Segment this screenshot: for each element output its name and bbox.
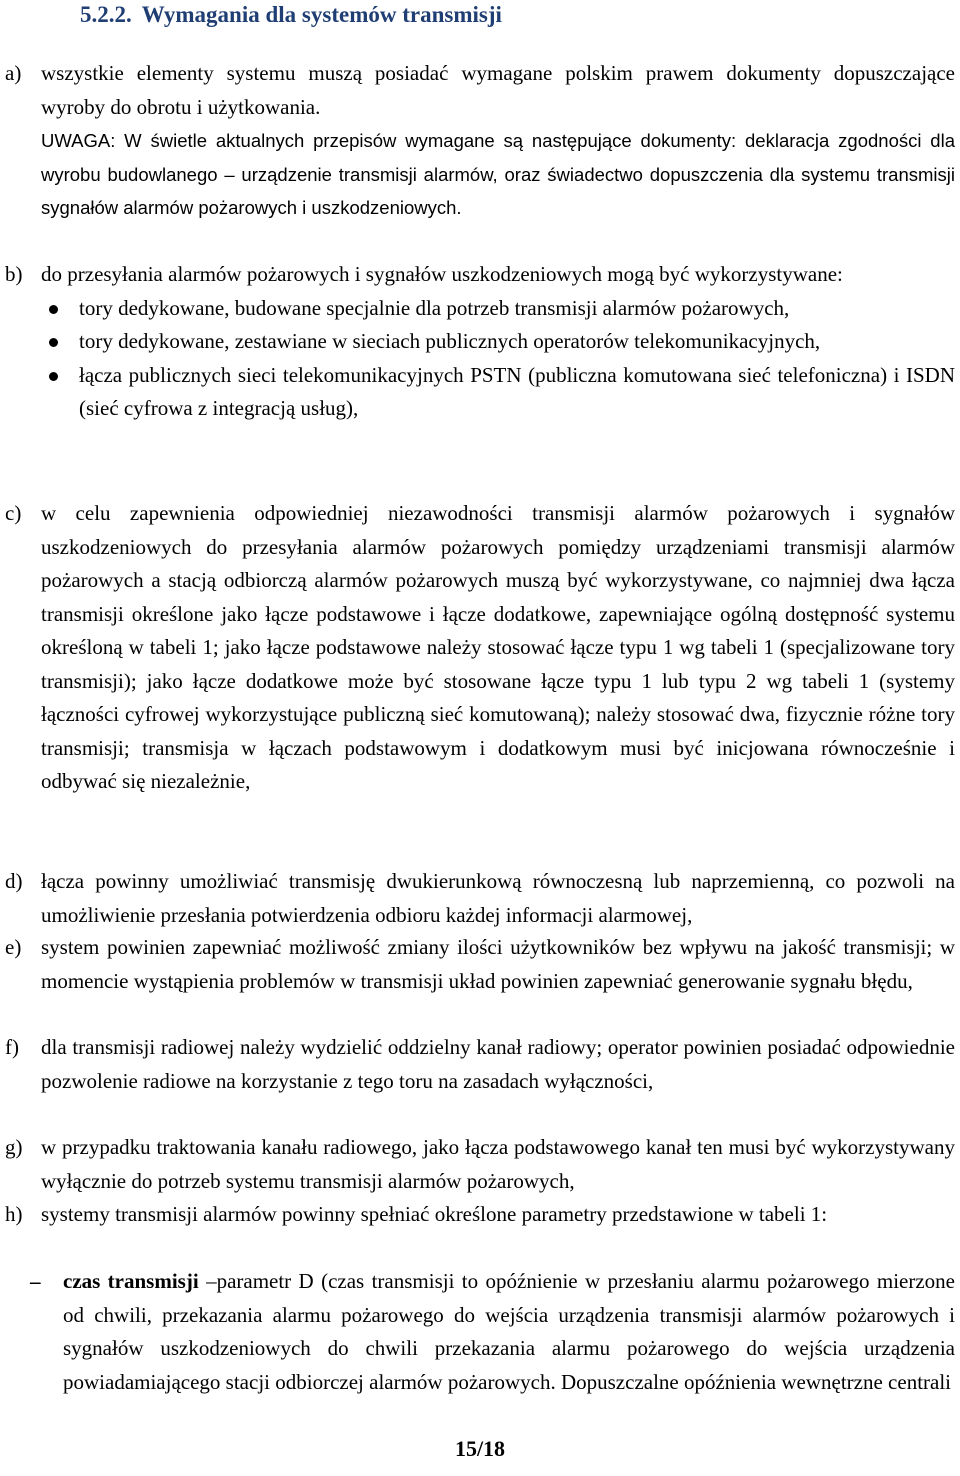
list-item-f xyxy=(5,1031,955,1098)
list-item-g xyxy=(5,1131,955,1198)
item-text: wszystkie elementy systemu muszą posiadać wymagane polskim prawem dokumenty dopuszczające wyroby do obrotu i użytkowania. xyxy=(41,61,955,119)
item-letter: d) xyxy=(5,869,23,893)
item-text: dla transmisji radiowej należy wydzielić oddzielny kanał radiowy; operator powinien posiadać odpowiednie pozwolenie radiowe na korzystanie z tego toru na zasadach wyłączności, xyxy=(41,1035,955,1093)
item-letter: e) xyxy=(5,935,22,959)
item-text: w celu zapewnienia odpowiedniej niezawodności transmisji alarmów pożarowych i sygnałów uszkodzeniowych do przesyłania alarmów pożarowych pomiędzy urządzeniami transmisji alarmów pożarowych a stacją odbiorczą alarmów pożarowych muszą być wykorzystywane, co najmniej dwa łącza transmisji określone jako łącze podstawowe i łącze dodatkowe, zapewniające ogólną dostępność systemu określoną w tabeli 1; jako łącze podstawowe należy stosować łącze typu 1 wg tabeli 1 (specjalizowane tory transmisji); jako łącze dodatkowe może być stosowane łącze typu 1 lub typu 2 wg tabeli 1 (systemy łączności cyfrowej wykorzystujące publiczną sieć komutowaną); należy stosować dwa, fizycznie różne tory transmisji; transmisja w łączach podstawowym i dodatkowym musi być inicjowana równocześnie i odbywać się niezależnie, xyxy=(41,501,955,793)
item-letter: g) xyxy=(5,1135,23,1159)
item-letter: f) xyxy=(5,1035,19,1059)
bullet-dot-icon xyxy=(49,372,58,381)
dash-marker: – xyxy=(30,1269,41,1293)
list-item-c xyxy=(5,497,955,799)
note-text: UWAGA: W świetle aktualnych przepisów wymagane są następujące dokumenty: deklaracja zgodności dla wyrobu budowlanego – urządzenie transmisji alarmów, oraz świadectwo dopuszczenia dla systemu transmisji sygnałów alarmów pożarowych i uszkodzeniowych. xyxy=(41,130,955,218)
bullet-item: tory dedykowane, budowane specjalnie dla potrzeb transmisji alarmów pożarowych, xyxy=(41,292,955,326)
item-text: system powinien zapewniać możliwość zmiany ilości użytkowników bez wpływu na jakość transmisji; w momencie wystąpienia problemów w transmisji układ powinien zapewniać generowanie sygnału błędu, xyxy=(41,935,955,993)
section-number: 5.2.2. xyxy=(80,2,132,27)
sub-item-transmission-time xyxy=(30,1265,955,1399)
page-number: 15/18 xyxy=(454,1436,506,1461)
list-item-d xyxy=(5,865,955,932)
bullet-dot-icon xyxy=(49,305,58,314)
section-heading xyxy=(80,0,502,30)
item-letter: b) xyxy=(5,262,23,286)
list-item-h xyxy=(5,1198,955,1232)
item-letter: a) xyxy=(5,61,22,85)
list-item-a xyxy=(5,57,955,225)
bullet-item: tory dedykowane, zestawiane w sieciach publicznych operatorów telekomunikacyjnych, xyxy=(41,325,955,359)
item-letter: c) xyxy=(5,501,22,525)
item-text: w przypadku traktowania kanału radiowego, jako łącza podstawowego kanał ten musi być wykorzystywany wyłącznie do potrzeb systemu transmisji alarmów pożarowych, xyxy=(41,1135,955,1193)
bullet-list xyxy=(41,292,955,426)
section-title: Wymagania dla systemów transmisji xyxy=(141,2,502,27)
item-text: łącza powinny umożliwiać transmisję dwukierunkową równoczesną lub naprzemienną, co pozwoli na umożliwienie przesłania potwierdzenia odbioru każdej informacji alarmowej, xyxy=(41,869,955,927)
list-item-b xyxy=(5,258,955,426)
item-text: do przesyłania alarmów pożarowych i sygnałów uszkodzeniowych mogą być wykorzystywane: xyxy=(41,262,843,286)
bullet-dot-icon xyxy=(49,338,58,347)
bullet-item: łącza publicznych sieci telekomunikacyjnych PSTN (publiczna komutowana sieć telefoniczna) i ISDN (sieć cyfrowa z integracją usług), xyxy=(41,359,955,426)
item-text: systemy transmisji alarmów powinny spełniać określone parametry przedstawione w tabeli 1: xyxy=(41,1202,828,1226)
list-item-e xyxy=(5,931,955,998)
sub-item-text: –parametr D (czas transmisji to opóźnienie w przesłaniu alarmu pożarowego mierzone od chwili, przekazania alarmu pożarowego do wejścia urządzenia transmisji alarmów pożarowych i sygnałów uszkodzeniowych do chwili przekazania alarmu pożarowego do wejścia urządzenia powiadamiającego stacji odbiorczej alarmów pożarowych. Dopuszczalne opóźnienia wewnętrzne centrali xyxy=(63,1269,955,1394)
sub-item-term: czas transmisji xyxy=(63,1269,199,1293)
item-letter: h) xyxy=(5,1202,23,1226)
